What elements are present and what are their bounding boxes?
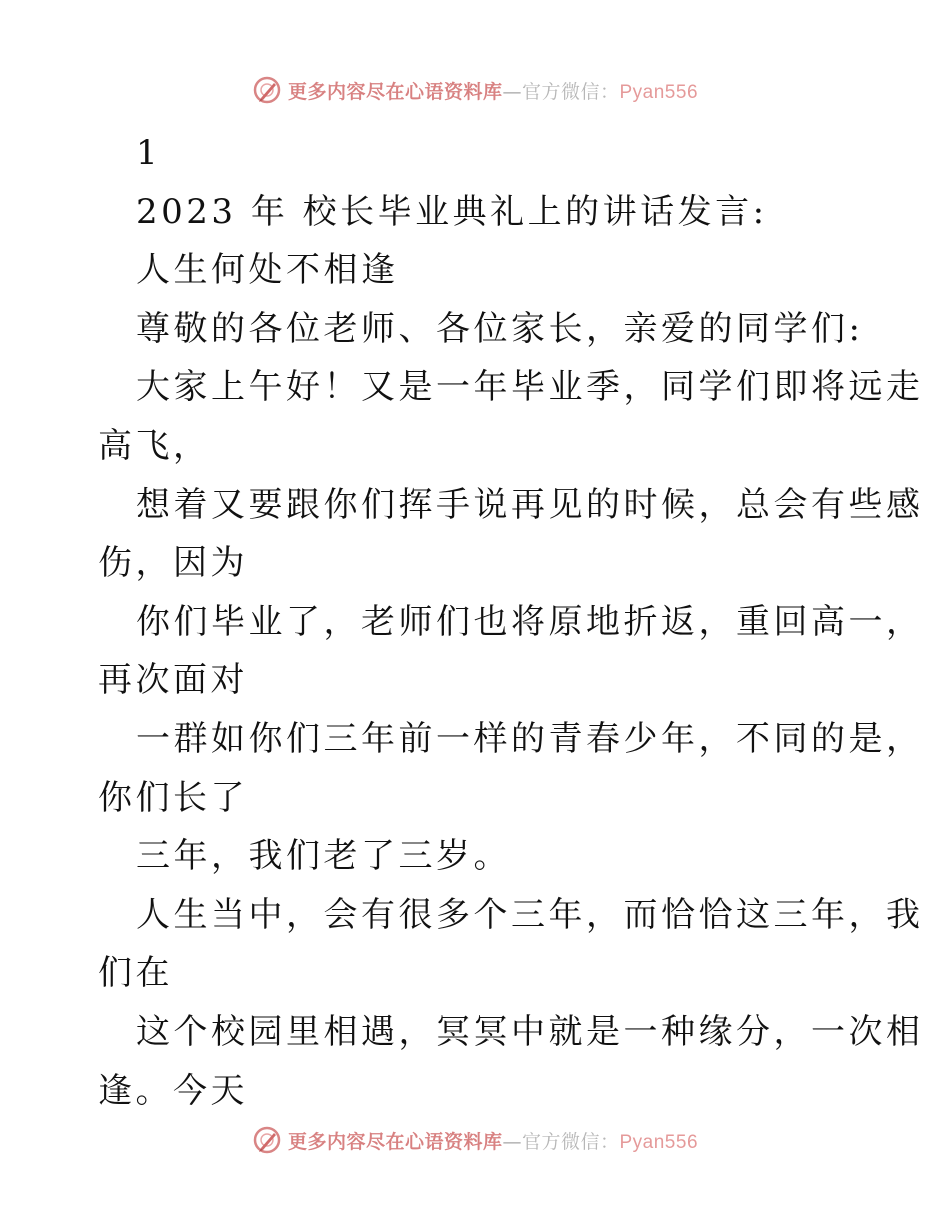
watermark-id: Pyan556 [619, 81, 699, 103]
paragraph-line: 想着又要跟你们挥手说再见的时候，总会有些感 [136, 484, 924, 525]
paragraph-line: 伤，因为 [98, 543, 248, 584]
watermark-dash: — [502, 1130, 522, 1153]
document-title: 2023 年 校长毕业典礼上的讲话发言: [136, 191, 768, 232]
watermark-text [288, 77, 698, 104]
document-subtitle: 人生何处不相逢 [136, 250, 399, 291]
paragraph-line: 高飞， [98, 425, 211, 466]
pen-logo-icon [252, 75, 282, 105]
paragraph-line: 一群如你们三年前一样的青春少年，不同的是， [136, 718, 924, 759]
watermark-dash: — [502, 80, 522, 103]
page-number: 1 [136, 133, 162, 173]
paragraph-line: 三年，我们老了三岁。 [136, 836, 511, 877]
watermark-id: Pyan556 [619, 1131, 699, 1153]
salutation: 尊敬的各位老师、各位家长，亲爱的同学们: [136, 308, 864, 349]
paragraph-line: 再次面对 [98, 660, 248, 701]
watermark-text [288, 1127, 698, 1154]
paragraph-line: 大家上午好！又是一年毕业季，同学们即将远走 [136, 367, 924, 408]
pen-logo-icon [252, 1125, 282, 1155]
paragraph-line: 们在 [98, 953, 173, 994]
watermark-label: 官方微信： [521, 1130, 620, 1153]
paragraph-line: 这个校园里相遇，冥冥中就是一种缘分，一次相 [136, 1011, 924, 1052]
watermark-label: 官方微信： [521, 80, 620, 103]
paragraph-line: 人生当中，会有很多个三年，而恰恰这三年，我 [136, 894, 924, 935]
footer-watermark [0, 1122, 950, 1158]
watermark-brand: 更多内容尽在心语资料库 [287, 80, 503, 103]
paragraph-line: 你们长了 [98, 777, 248, 818]
watermark-brand: 更多内容尽在心语资料库 [287, 1130, 503, 1153]
header-watermark [0, 72, 950, 108]
document-body [98, 124, 924, 1120]
paragraph-line: 你们毕业了，老师们也将原地折返，重回高一， [136, 601, 924, 642]
paragraph-line: 逢。今天 [98, 1070, 248, 1111]
